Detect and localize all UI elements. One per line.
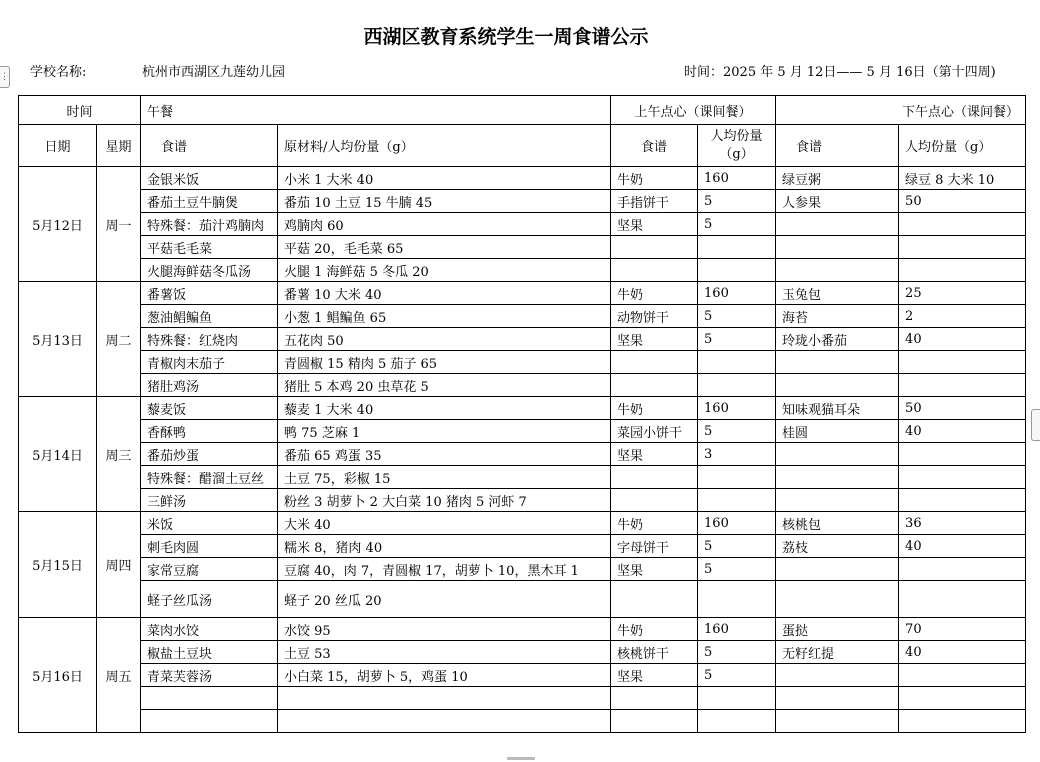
table-row — [19, 420, 1026, 443]
am-qty-cell — [698, 710, 776, 733]
pm-qty-cell: 50 — [899, 397, 1026, 420]
header-pm-qty: 人均份量（g） — [899, 125, 1026, 167]
am-qty-cell — [698, 687, 776, 710]
pm-qty-cell — [899, 489, 1026, 512]
pm-snack-cell: 海苔 — [776, 305, 899, 328]
pm-qty-cell — [899, 558, 1026, 581]
am-snack-cell: 坚果 — [611, 664, 698, 687]
school-info — [30, 61, 286, 80]
table-row — [19, 664, 1026, 687]
pm-snack-cell: 玉兔包 — [776, 282, 899, 305]
lunch-material-cell: 水饺 95 — [278, 618, 611, 641]
pm-qty-cell: 40 — [899, 420, 1026, 443]
lunch-material-cell: 平菇 20，毛毛菜 65 — [278, 236, 611, 259]
header-date: 日期 — [19, 125, 97, 167]
pm-snack-cell — [776, 581, 899, 618]
lunch-dish-cell: 青菜芙蓉汤 — [141, 664, 278, 687]
pm-snack-cell — [776, 687, 899, 710]
lunch-dish-cell: 特殊餐：茄汁鸡腩肉 — [141, 213, 278, 236]
am-qty-cell: 5 — [698, 305, 776, 328]
am-snack-cell: 牛奶 — [611, 512, 698, 535]
am-snack-cell — [611, 581, 698, 618]
school-label: 学校名称: — [30, 65, 87, 80]
pm-qty-cell — [899, 213, 1026, 236]
am-snack-cell: 坚果 — [611, 443, 698, 466]
lunch-material-cell: 五花肉 50 — [278, 328, 611, 351]
lunch-material-cell: 番茄 65 鸡蛋 35 — [278, 443, 611, 466]
table-row — [19, 397, 1026, 420]
pm-snack-cell — [776, 213, 899, 236]
pm-snack-cell — [776, 351, 899, 374]
pm-qty-cell — [899, 443, 1026, 466]
pm-snack-cell: 知味观猫耳朵 — [776, 397, 899, 420]
table-row — [19, 581, 1026, 618]
am-qty-cell: 5 — [698, 664, 776, 687]
pm-qty-cell: 50 — [899, 190, 1026, 213]
am-snack-cell: 手指饼干 — [611, 190, 698, 213]
pm-qty-cell: 40 — [899, 641, 1026, 664]
pm-qty-cell — [899, 374, 1026, 397]
lunch-material-cell: 粉丝 3 胡萝卜 2 大白菜 10 猪肉 5 河虾 7 — [278, 489, 611, 512]
lunch-dish-cell — [141, 710, 278, 733]
lunch-material-cell — [278, 710, 611, 733]
lunch-dish-cell: 刺毛肉圆 — [141, 535, 278, 558]
pm-snack-cell: 人参果 — [776, 190, 899, 213]
pm-qty-cell — [899, 259, 1026, 282]
header-am-qty — [698, 125, 776, 167]
lunch-dish-cell: 番茄炒蛋 — [141, 443, 278, 466]
lunch-dish-cell: 火腿海鲜菇冬瓜汤 — [141, 259, 278, 282]
bottom-scroll-mark — [507, 757, 535, 760]
pm-snack-cell — [776, 259, 899, 282]
am-snack-cell: 牛奶 — [611, 282, 698, 305]
header-am-qty-line2: （g） — [719, 146, 754, 162]
date-cell: 5月12日 — [19, 167, 97, 282]
lunch-dish-cell: 葱油鲳鳊鱼 — [141, 305, 278, 328]
pm-snack-cell — [776, 664, 899, 687]
lunch-material-cell — [278, 687, 611, 710]
lunch-dish-cell: 猪肚鸡汤 — [141, 374, 278, 397]
lunch-material-cell: 土豆 53 — [278, 641, 611, 664]
pm-snack-cell — [776, 466, 899, 489]
menu-table — [18, 95, 1026, 733]
lunch-dish-cell: 特殊餐：红烧肉 — [141, 328, 278, 351]
pm-snack-cell: 蛋挞 — [776, 618, 899, 641]
lunch-dish-cell: 米饭 — [141, 512, 278, 535]
lunch-dish-cell: 蛏子丝瓜汤 — [141, 581, 278, 618]
pm-qty-cell: 36 — [899, 512, 1026, 535]
lunch-material-cell: 青圆椒 15 精肉 5 茄子 65 — [278, 351, 611, 374]
pm-qty-cell: 25 — [899, 282, 1026, 305]
lunch-dish-cell: 藜麦饭 — [141, 397, 278, 420]
am-qty-cell — [698, 259, 776, 282]
date-cell: 5月16日 — [19, 618, 97, 733]
am-qty-cell: 5 — [698, 558, 776, 581]
header-lunch-materials: 原材料/人均份量（g） — [278, 125, 611, 167]
am-qty-cell: 5 — [698, 213, 776, 236]
am-qty-cell: 160 — [698, 618, 776, 641]
weekday-cell: 周五 — [97, 618, 141, 733]
lunch-dish-cell: 金银米饭 — [141, 167, 278, 190]
am-snack-cell — [611, 710, 698, 733]
am-qty-cell: 5 — [698, 328, 776, 351]
pm-snack-cell — [776, 374, 899, 397]
lunch-dish-cell: 平菇毛毛菜 — [141, 236, 278, 259]
date-cell: 5月15日 — [19, 512, 97, 618]
pm-snack-cell — [776, 710, 899, 733]
lunch-material-cell: 小白菜 15，胡萝卜 5，鸡蛋 10 — [278, 664, 611, 687]
pm-snack-cell: 玲珑小番茄 — [776, 328, 899, 351]
am-snack-cell — [611, 259, 698, 282]
pm-qty-cell — [899, 351, 1026, 374]
am-snack-cell: 菜园小饼干 — [611, 420, 698, 443]
lunch-dish-cell: 家常豆腐 — [141, 558, 278, 581]
pm-snack-cell: 无籽红提 — [776, 641, 899, 664]
header-am-qty-line1: 人均份量 — [710, 128, 763, 144]
lunch-dish-cell — [141, 687, 278, 710]
am-snack-cell — [611, 374, 698, 397]
pm-qty-cell: 70 — [899, 618, 1026, 641]
am-qty-cell: 5 — [698, 420, 776, 443]
am-qty-cell — [698, 581, 776, 618]
table-row — [19, 167, 1026, 190]
am-snack-cell: 坚果 — [611, 213, 698, 236]
time-range: 时间：2025 年 5 月 12日—— 5 月 16日（第十四周) — [684, 65, 996, 80]
am-qty-cell — [698, 351, 776, 374]
am-snack-cell: 牛奶 — [611, 397, 698, 420]
lunch-material-cell: 番薯 10 大米 40 — [278, 282, 611, 305]
pm-qty-cell — [899, 466, 1026, 489]
lunch-material-cell: 小米 1 大米 40 — [278, 167, 611, 190]
table-row — [19, 236, 1026, 259]
weekday-cell: 周四 — [97, 512, 141, 618]
header-am-snack: 上午点心（课间餐） — [611, 96, 776, 125]
lunch-material-cell: 豆腐 40，肉 7，青圆椒 17，胡萝卜 10，黑木耳 1 — [278, 558, 611, 581]
lunch-dish-cell: 菜肉水饺 — [141, 618, 278, 641]
pm-snack-cell — [776, 558, 899, 581]
pm-snack-cell: 桂圆 — [776, 420, 899, 443]
table-row — [19, 512, 1026, 535]
table-row — [19, 259, 1026, 282]
weekday-cell: 周二 — [97, 282, 141, 397]
table-row — [19, 282, 1026, 305]
am-snack-cell: 坚果 — [611, 558, 698, 581]
pm-qty-cell: 40 — [899, 328, 1026, 351]
pm-snack-cell: 核桃包 — [776, 512, 899, 535]
table-row — [19, 190, 1026, 213]
header-lunch: 午餐 — [141, 96, 611, 125]
lunch-dish-cell: 香酥鸭 — [141, 420, 278, 443]
am-snack-cell: 坚果 — [611, 328, 698, 351]
am-qty-cell: 3 — [698, 443, 776, 466]
pm-qty-cell: 40 — [899, 535, 1026, 558]
date-cell: 5月14日 — [19, 397, 97, 512]
left-side-handle-icon[interactable]: ⋮ — [0, 66, 10, 88]
lunch-material-cell: 土豆 75，彩椒 15 — [278, 466, 611, 489]
table-row — [19, 535, 1026, 558]
right-side-handle-icon[interactable] — [1031, 409, 1040, 441]
am-qty-cell: 160 — [698, 512, 776, 535]
table-row — [19, 213, 1026, 236]
table-row — [19, 443, 1026, 466]
pm-qty-cell — [899, 664, 1026, 687]
pm-qty-cell — [899, 710, 1026, 733]
date-cell: 5月13日 — [19, 282, 97, 397]
am-snack-cell: 牛奶 — [611, 618, 698, 641]
am-qty-cell: 5 — [698, 190, 776, 213]
am-qty-cell — [698, 374, 776, 397]
table-row — [19, 558, 1026, 581]
am-qty-cell — [698, 236, 776, 259]
am-snack-cell — [611, 489, 698, 512]
pm-snack-cell — [776, 236, 899, 259]
header-pm-snack: 下午点心（课间餐） — [776, 96, 1026, 125]
am-qty-cell — [698, 466, 776, 489]
table-row — [19, 305, 1026, 328]
am-qty-cell: 5 — [698, 535, 776, 558]
am-snack-cell — [611, 687, 698, 710]
lunch-dish-cell: 三鲜汤 — [141, 489, 278, 512]
weekday-cell: 周三 — [97, 397, 141, 512]
table-row — [19, 710, 1026, 733]
lunch-material-cell: 蛏子 20 丝瓜 20 — [278, 581, 611, 618]
weekday-cell: 周一 — [97, 167, 141, 282]
lunch-material-cell: 火腿 1 海鲜菇 5 冬瓜 20 — [278, 259, 611, 282]
header-weekday: 星期 — [97, 125, 141, 167]
lunch-dish-cell: 椒盐土豆块 — [141, 641, 278, 664]
lunch-dish-cell: 青椒肉末茄子 — [141, 351, 278, 374]
lunch-material-cell: 猪肚 5 本鸡 20 虫草花 5 — [278, 374, 611, 397]
header-lunch-recipe: 食谱 — [141, 125, 278, 167]
table-row — [19, 466, 1026, 489]
lunch-dish-cell: 番薯饭 — [141, 282, 278, 305]
pm-snack-cell: 荔枝 — [776, 535, 899, 558]
lunch-dish-cell: 番茄土豆牛腩煲 — [141, 190, 278, 213]
pm-qty-cell: 2 — [899, 305, 1026, 328]
am-snack-cell: 牛奶 — [611, 167, 698, 190]
lunch-material-cell: 番茄 10 土豆 15 牛腩 45 — [278, 190, 611, 213]
pm-snack-cell — [776, 443, 899, 466]
pm-qty-cell: 绿豆 8 大米 10 — [899, 167, 1026, 190]
pm-qty-cell — [899, 236, 1026, 259]
am-qty-cell: 5 — [698, 641, 776, 664]
am-qty-cell — [698, 489, 776, 512]
page-title: 西湖区教育系统学生一周食谱公示 — [363, 26, 649, 48]
table-row — [19, 351, 1026, 374]
header-pm-recipe: 食谱 — [776, 125, 899, 167]
am-snack-cell — [611, 236, 698, 259]
lunch-material-cell: 鸭 75 芝麻 1 — [278, 420, 611, 443]
school-name: 杭州市西湖区九莲幼儿园 — [142, 65, 286, 80]
pm-qty-cell — [899, 581, 1026, 618]
table-row — [19, 618, 1026, 641]
am-snack-cell — [611, 466, 698, 489]
pm-snack-cell — [776, 489, 899, 512]
lunch-material-cell: 藜麦 1 大米 40 — [278, 397, 611, 420]
pm-snack-cell: 绿豆粥 — [776, 167, 899, 190]
table-row — [19, 489, 1026, 512]
header-am-recipe: 食谱 — [611, 125, 698, 167]
lunch-material-cell: 大米 40 — [278, 512, 611, 535]
am-qty-cell: 160 — [698, 167, 776, 190]
am-qty-cell: 160 — [698, 397, 776, 420]
am-snack-cell: 动物饼干 — [611, 305, 698, 328]
table-row — [19, 328, 1026, 351]
lunch-material-cell: 糯米 8，猪肉 40 — [278, 535, 611, 558]
am-snack-cell: 核桃饼干 — [611, 641, 698, 664]
lunch-material-cell: 小葱 1 鲳鳊鱼 65 — [278, 305, 611, 328]
am-snack-cell: 字母饼干 — [611, 535, 698, 558]
lunch-dish-cell: 特殊餐：醋溜土豆丝 — [141, 466, 278, 489]
header-time: 时间 — [19, 96, 141, 125]
table-row — [19, 641, 1026, 664]
table-row — [19, 687, 1026, 710]
pm-qty-cell — [899, 687, 1026, 710]
lunch-material-cell: 鸡腩肉 60 — [278, 213, 611, 236]
am-snack-cell — [611, 351, 698, 374]
am-qty-cell: 160 — [698, 282, 776, 305]
table-row — [19, 374, 1026, 397]
